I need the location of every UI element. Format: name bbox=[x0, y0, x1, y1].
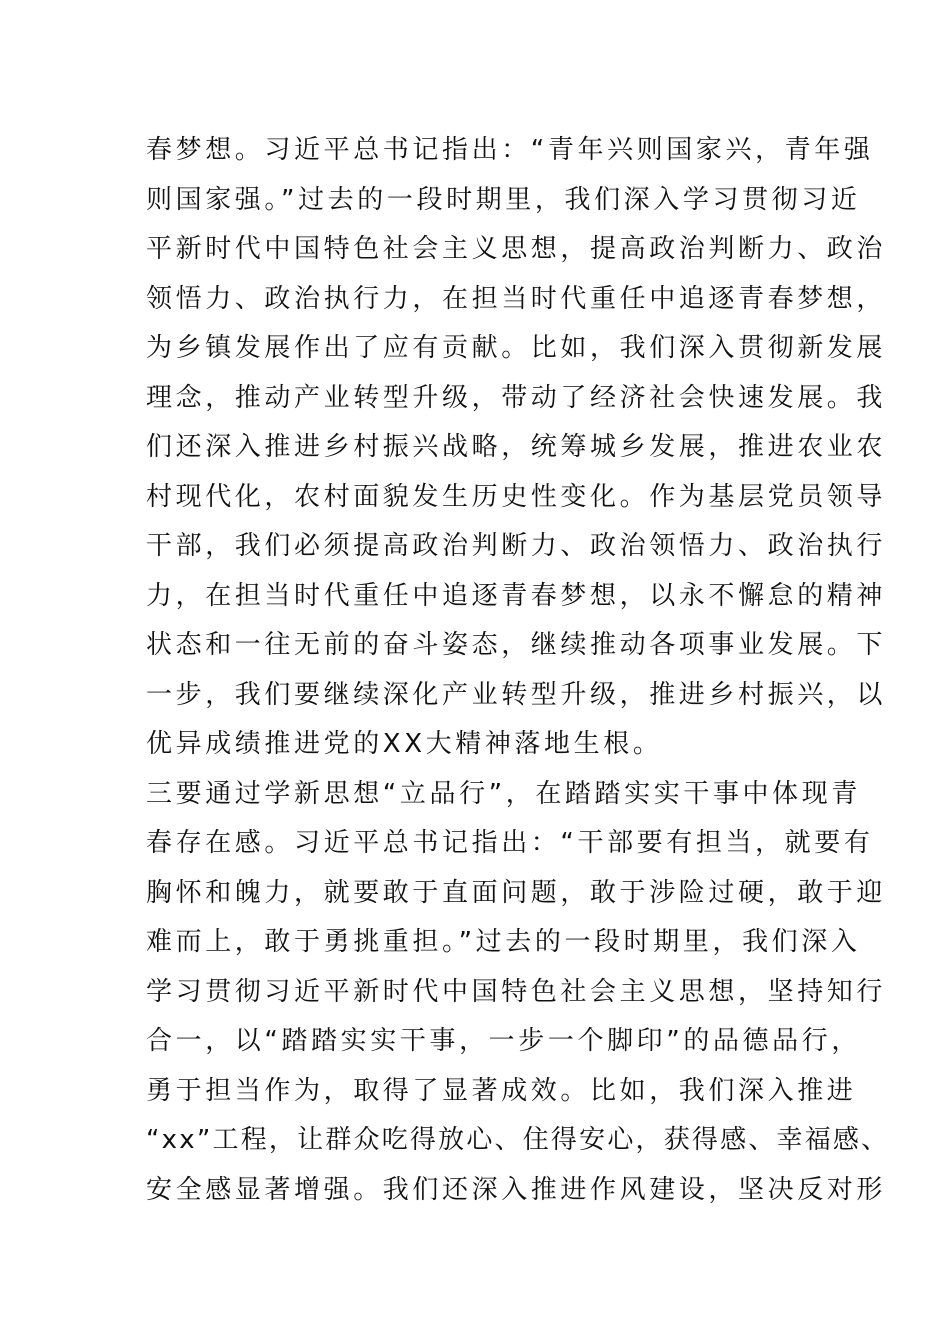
text-line-8: 村现代化，农村面貌发生历史性变化。作为基层党员领导 bbox=[146, 481, 887, 512]
text-line-17: 难而上，敢于勇挑重担。”过去的一段时期里，我们深入 bbox=[146, 927, 861, 957]
text-line-12: 一步，我们要继续深化产业转型升级，推进乡村振兴，以 bbox=[146, 679, 887, 710]
body-text bbox=[146, 126, 890, 1215]
text-line-14: 三要通过学新思想“立品行”，在踏踏实实干事中体现青 bbox=[146, 778, 861, 809]
text-line-22: 安全感显著增强。我们还深入推进作风建设，坚决反对形 bbox=[146, 1174, 887, 1205]
text-line-3: 平新时代中国特色社会主义思想，提高政治判断力、政治 bbox=[146, 234, 887, 264]
text-line-7: 们还深入推进乡村振兴战略，统筹城乡发展，推进农业农 bbox=[146, 432, 887, 462]
text-line-5: 为乡镇发展作出了应有贡献。比如，我们深入贯彻新发展 bbox=[146, 333, 887, 363]
text-line-2: 则国家强。”过去的一段时期里，我们深入学习贯彻习近 bbox=[146, 184, 861, 215]
text-line-11: 状态和一往无前的奋斗姿态，继续推动各项事业发展。下 bbox=[146, 630, 887, 660]
text-line-15: 春存在感。习近平总书记指出：“干部要有担当，就要有 bbox=[146, 828, 874, 858]
text-line-6: 理念，推动产业转型升级，带动了经济社会快速发展。我 bbox=[146, 382, 887, 413]
text-line-19: 合一，以“踏踏实实干事，一步一个脚印”的品德品行， bbox=[146, 1026, 861, 1056]
text-line-10: 力，在担当时代重任中追逐青春梦想，以永不懈怠的精神 bbox=[146, 580, 887, 611]
text-line-20: 勇于担当作为，取得了显著成效。比如，我们深入推进 bbox=[146, 1075, 857, 1106]
text-line-21: “xx”工程，让群众吃得放心、住得安心，获得感、幸福感、 bbox=[146, 1125, 890, 1155]
text-line-13: 优异成绩推进党的XX大精神落地生根。 bbox=[146, 729, 663, 759]
text-line-4: 领悟力、政治执行力，在担当时代重任中追逐青春梦想， bbox=[146, 283, 887, 314]
text-line-1: 春梦想。习近平总书记指出：“青年兴则国家兴，青年强 bbox=[146, 135, 874, 165]
text-line-9: 干部，我们必须提高政治判断力、政治领悟力、政治执行 bbox=[146, 531, 887, 561]
text-line-16: 胸怀和魄力，就要敢于直面问题，敢于涉险过硬，敢于迎 bbox=[146, 877, 887, 908]
text-line-18: 学习贯彻习近平新时代中国特色社会主义思想，坚持知行 bbox=[146, 976, 887, 1007]
